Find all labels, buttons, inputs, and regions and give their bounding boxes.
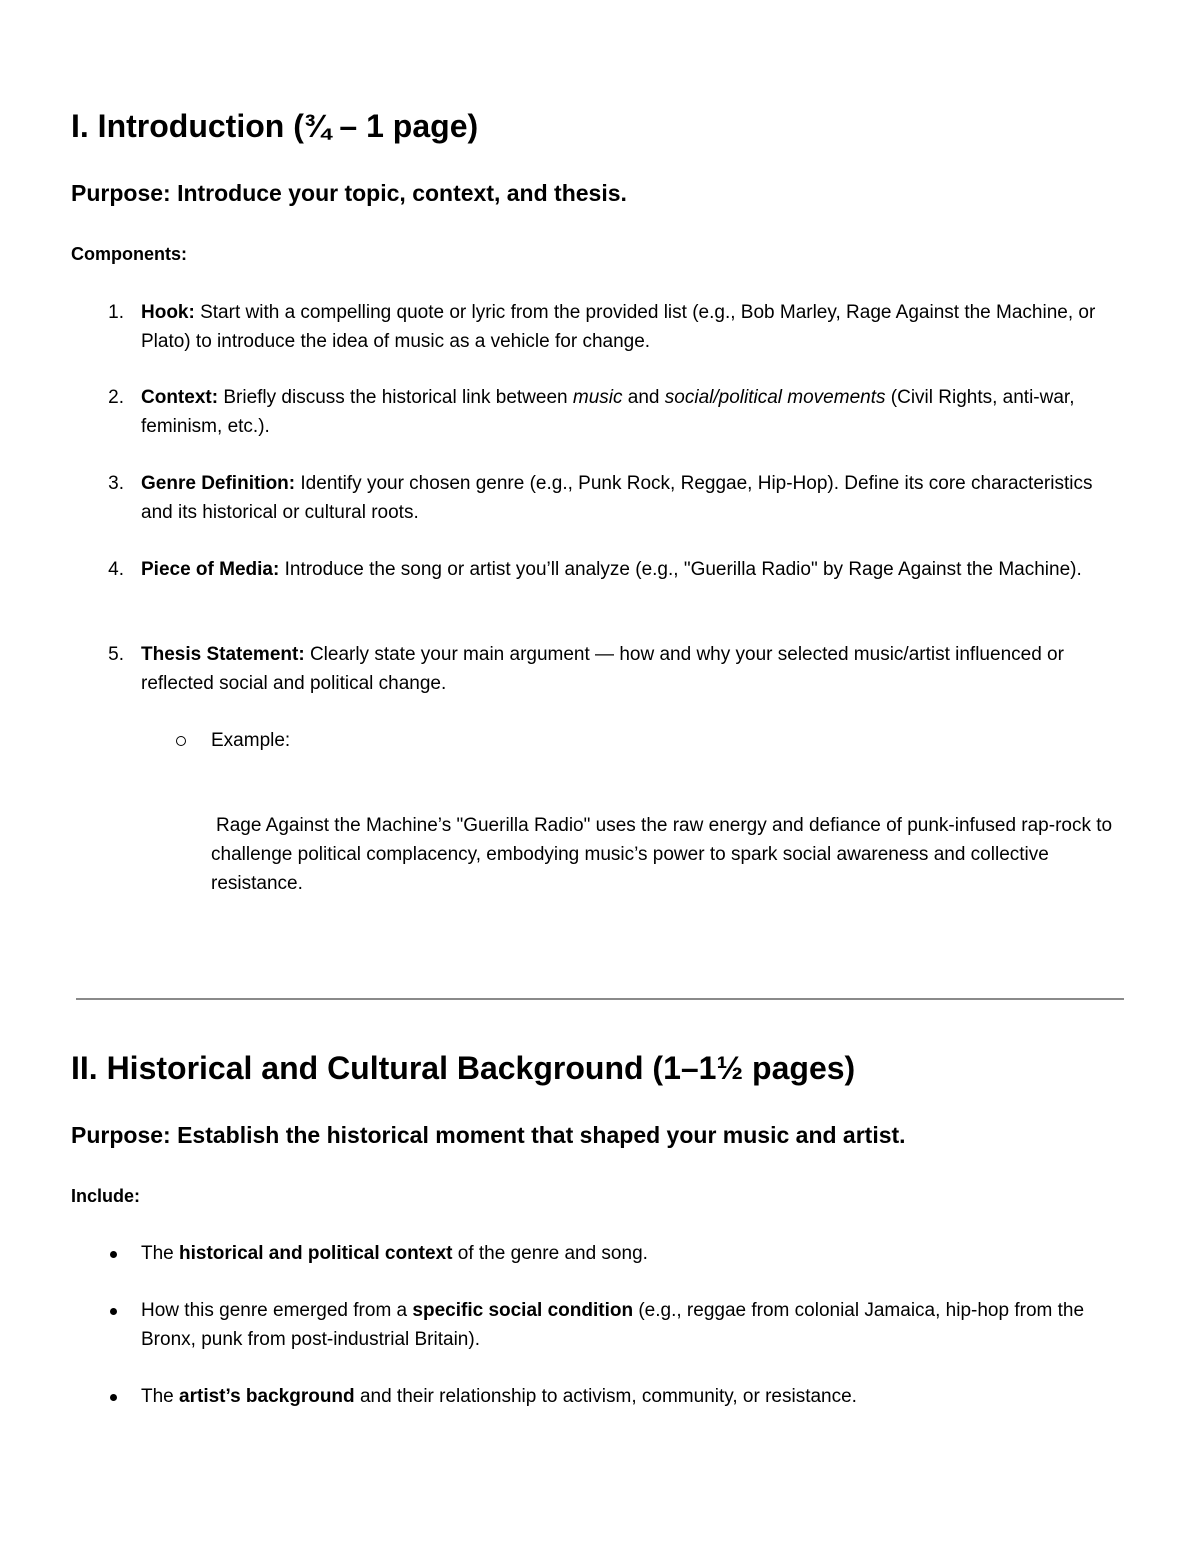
bullet-icon bbox=[110, 1251, 117, 1258]
list-item-label: Thesis Statement: bbox=[141, 644, 305, 665]
bullet-text: of the genre and song. bbox=[457, 1243, 648, 1264]
bullet-text: The bbox=[141, 1386, 174, 1407]
bullet-text: The bbox=[141, 1243, 174, 1264]
bullet-item-context bbox=[141, 1239, 1126, 1268]
bullet-icon bbox=[110, 1308, 117, 1315]
bullet-emphasis: artist’s background bbox=[179, 1386, 355, 1407]
list-item-text: Identify your chosen genre (e.g., Punk Rock, Reggae, Hip-Hop). Define its core characteristics and its historical or cultural roots. bbox=[141, 473, 1093, 523]
list-item-text: Briefly discuss the historical link between bbox=[223, 387, 568, 408]
list-item-label: Context: bbox=[141, 387, 219, 408]
components-label: Components: bbox=[71, 244, 187, 264]
hollow-bullet-icon bbox=[176, 736, 186, 746]
list-item-genre-definition bbox=[141, 469, 1126, 527]
emphasis-music: music bbox=[572, 387, 623, 408]
section-1-purpose: Purpose: Introduce your topic, context, and thesis. bbox=[71, 180, 627, 206]
list-item-label: Genre Definition: bbox=[141, 473, 296, 494]
bullet-item-artist-background bbox=[141, 1382, 1126, 1411]
list-item-label: Piece of Media: bbox=[141, 559, 280, 580]
bullet-icon bbox=[110, 1394, 117, 1401]
emphasis-movements: social/political movements bbox=[664, 387, 886, 408]
list-item-hook bbox=[141, 298, 1126, 356]
bullet-item-genre-origin bbox=[141, 1296, 1131, 1354]
list-number-3: 3. bbox=[108, 473, 124, 494]
list-item-label: Hook: bbox=[141, 302, 195, 323]
bullet-text: and their relationship to activism, community, or resistance. bbox=[359, 1386, 857, 1407]
section-1-heading: I. Introduction (¾ – 1 page) bbox=[71, 108, 479, 144]
list-item-thesis-statement bbox=[141, 640, 1101, 698]
bullet-text: (e.g., reggae from colonial Jamaica, hip-hop from the Bronx, punk from post-industrial Britain). bbox=[141, 1300, 1085, 1350]
list-item-text: Clearly state your main argument — how and why your selected music/artist influenced or reflected social and political change. bbox=[141, 644, 1064, 694]
list-item-text: (Civil Rights, anti-war, feminism, etc.). bbox=[141, 387, 1075, 437]
example-text: Rage Against the Machine’s "Guerilla Radio" uses the raw energy and defiance of punk-infused rap-rock to challenge political complacency, embodying music’s power to spark social awareness and collective resistance. bbox=[211, 815, 1113, 894]
list-item-text: Introduce the song or artist you’ll analyze (e.g., "Guerilla Radio" by Rage Against the Machine). bbox=[284, 559, 1082, 580]
section-2-purpose: Purpose: Establish the historical moment that shaped your music and artist. bbox=[71, 1122, 906, 1148]
list-item-piece-of-media bbox=[141, 555, 1126, 584]
section-divider bbox=[76, 998, 1124, 1000]
section-2-heading: II. Historical and Cultural Background (1–1½ pages) bbox=[71, 1050, 856, 1086]
list-item-text: and bbox=[627, 387, 660, 408]
list-number-4: 4. bbox=[108, 559, 124, 580]
include-label: Include: bbox=[71, 1186, 141, 1206]
bullet-text: How this genre emerged from a bbox=[141, 1300, 408, 1321]
example-label: Example: bbox=[211, 730, 291, 751]
list-number-2: 2. bbox=[108, 387, 124, 408]
list-item-text: Start with a compelling quote or lyric from the provided list (e.g., Bob Marley, Rage Against the Machine, or Plato) to introduce the idea of music as a vehicle for change. bbox=[141, 302, 1096, 352]
bullet-emphasis: historical and political context bbox=[179, 1243, 453, 1264]
list-item-context bbox=[141, 383, 1126, 441]
bullet-emphasis: specific social condition bbox=[412, 1300, 634, 1321]
list-number-1: 1. bbox=[108, 302, 124, 323]
list-number-5: 5. bbox=[108, 644, 124, 665]
